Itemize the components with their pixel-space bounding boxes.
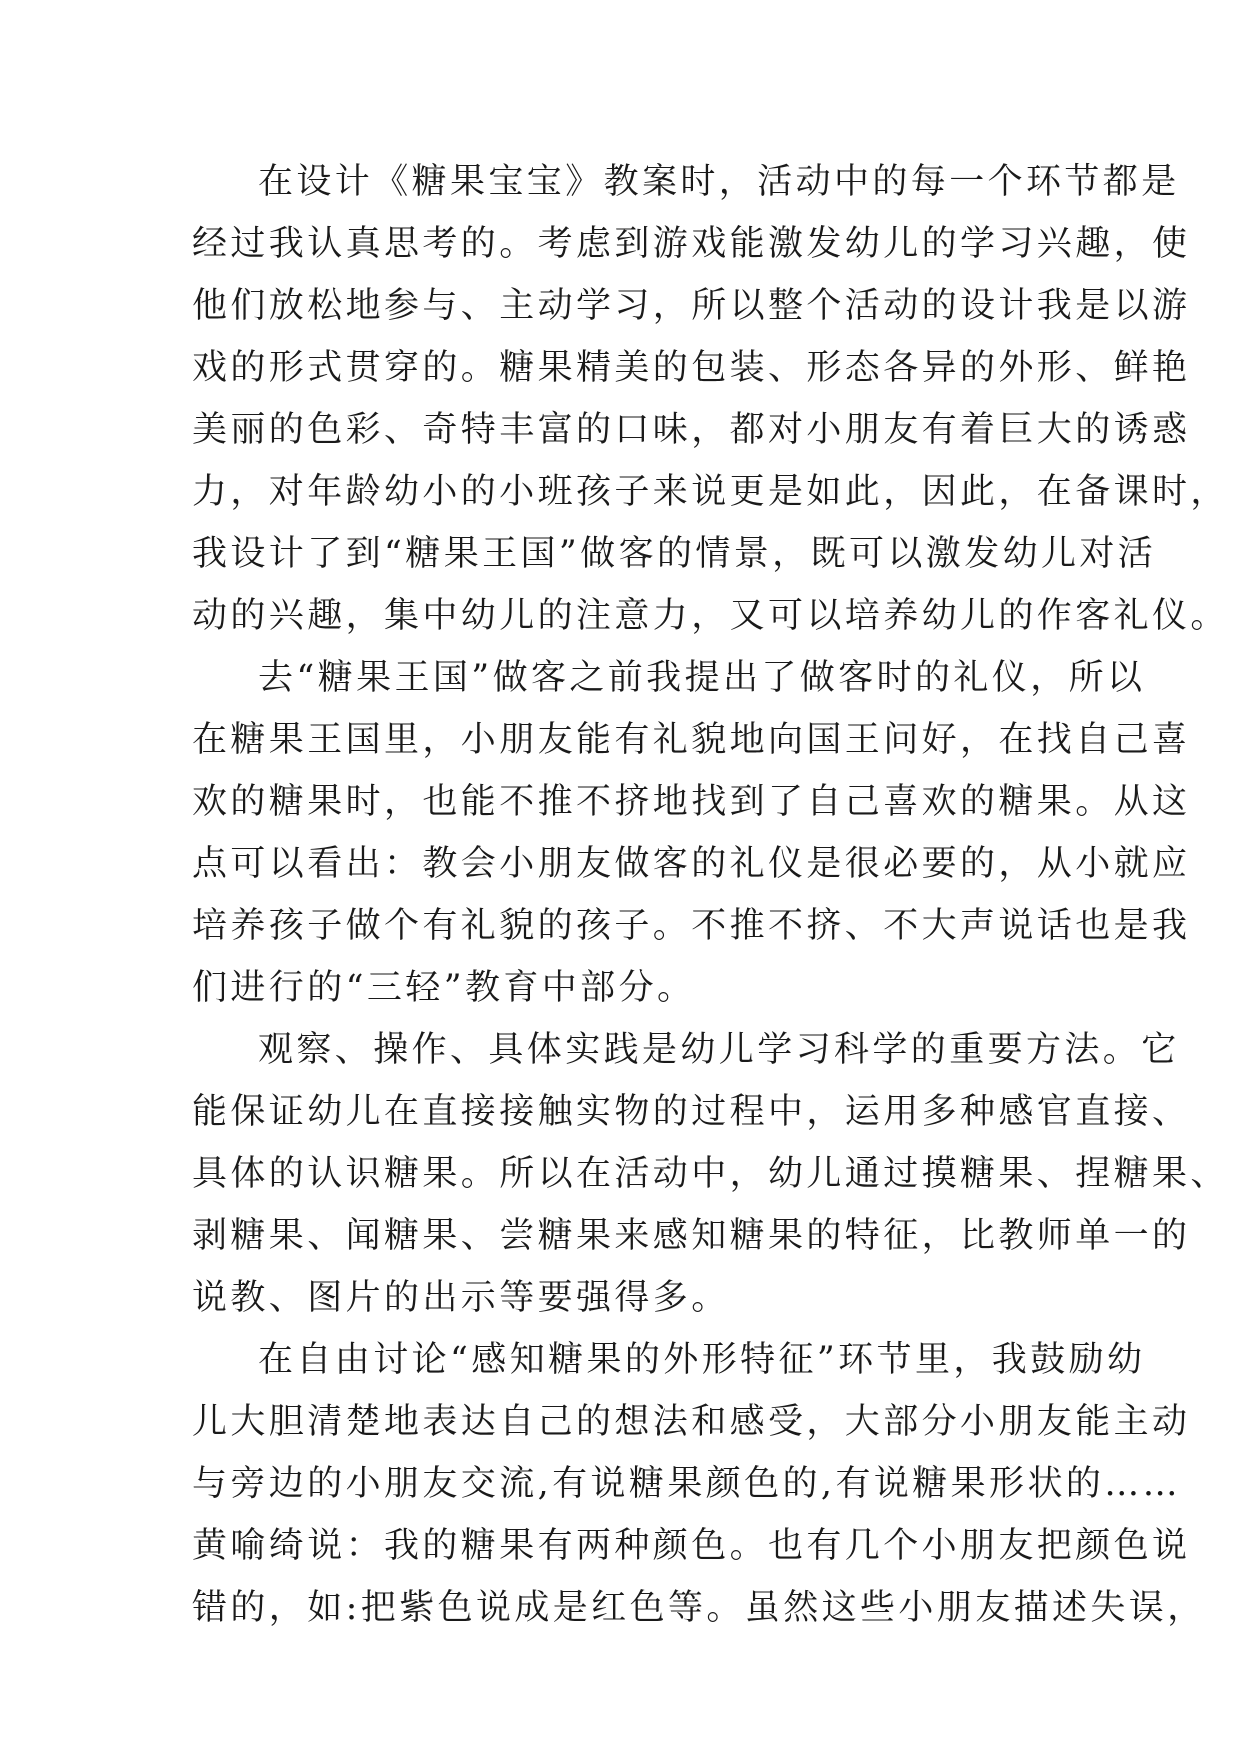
text-line: 剥糖果、闻糖果、尝糖果来感知糖果的特征，比教师单一的 (192, 1216, 1191, 1256)
text-line: 点可以看出：教会小朋友做客的礼仪是很必要的，从小就应 (192, 844, 1191, 884)
text-line: 儿大胆清楚地表达自己的想法和感受，大部分小朋友能主动 (192, 1402, 1191, 1442)
text-line: 经过我认真思考的。考虑到游戏能激发幼儿的学习兴趣，使 (192, 224, 1191, 264)
text-line: 具体的认识糖果。所以在活动中，幼儿通过摸糖果、捏糖果、 (192, 1154, 1229, 1194)
text-line: 能保证幼儿在直接接触实物的过程中，运用多种感官直接、 (192, 1092, 1191, 1132)
text-line: 错的，如:把紫色说成是红色等。虽然这些小朋友描述失误， (192, 1588, 1206, 1628)
text-line: 欢的糖果时，也能不推不挤地找到了自己喜欢的糖果。从这 (192, 782, 1191, 822)
text-line: 观察、操作、具体实践是幼儿学习科学的重要方法。它 (258, 1030, 1180, 1070)
text-line: 说教、图片的出示等要强得多。 (192, 1278, 730, 1318)
text-line: 戏的形式贯穿的。糖果精美的包装、形态各异的外形、鲜艳 (192, 348, 1191, 388)
text-line: 培养孩子做个有礼貌的孩子。不推不挤、不大声说话也是我 (192, 906, 1191, 946)
text-line: 去“糖果王国”做客之前我提出了做客时的礼仪，所以 (258, 658, 1146, 698)
text-line: 力，对年龄幼小的小班孩子来说更是如此，因此，在备课时， (192, 472, 1229, 512)
text-line: 动的兴趣，集中幼儿的注意力，又可以培养幼儿的作客礼仪。 (192, 596, 1229, 636)
text-line: 黄喻绮说：我的糖果有两种颜色。也有几个小朋友把颜色说 (192, 1526, 1191, 1566)
text-line: 他们放松地参与、主动学习，所以整个活动的设计我是以游 (192, 286, 1191, 326)
text-line: 与旁边的小朋友交流,有说糖果颜色的,有说糖果形状的…… (192, 1464, 1182, 1504)
text-line: 我设计了到“糖果王国”做客的情景，既可以激发幼儿对活 (192, 534, 1157, 574)
text-line: 在设计《糖果宝宝》教案时，活动中的每一个环节都是 (258, 162, 1180, 202)
text-line: 在自由讨论“感知糖果的外形特征”环节里，我鼓励幼 (258, 1340, 1146, 1380)
text-line: 美丽的色彩、奇特丰富的口味，都对小朋友有着巨大的诱惑 (192, 410, 1191, 450)
text-line: 们进行的“三轻”教育中部分。 (192, 968, 696, 1008)
text-line: 在糖果王国里，小朋友能有礼貌地向国王问好，在找自己喜 (192, 720, 1191, 760)
